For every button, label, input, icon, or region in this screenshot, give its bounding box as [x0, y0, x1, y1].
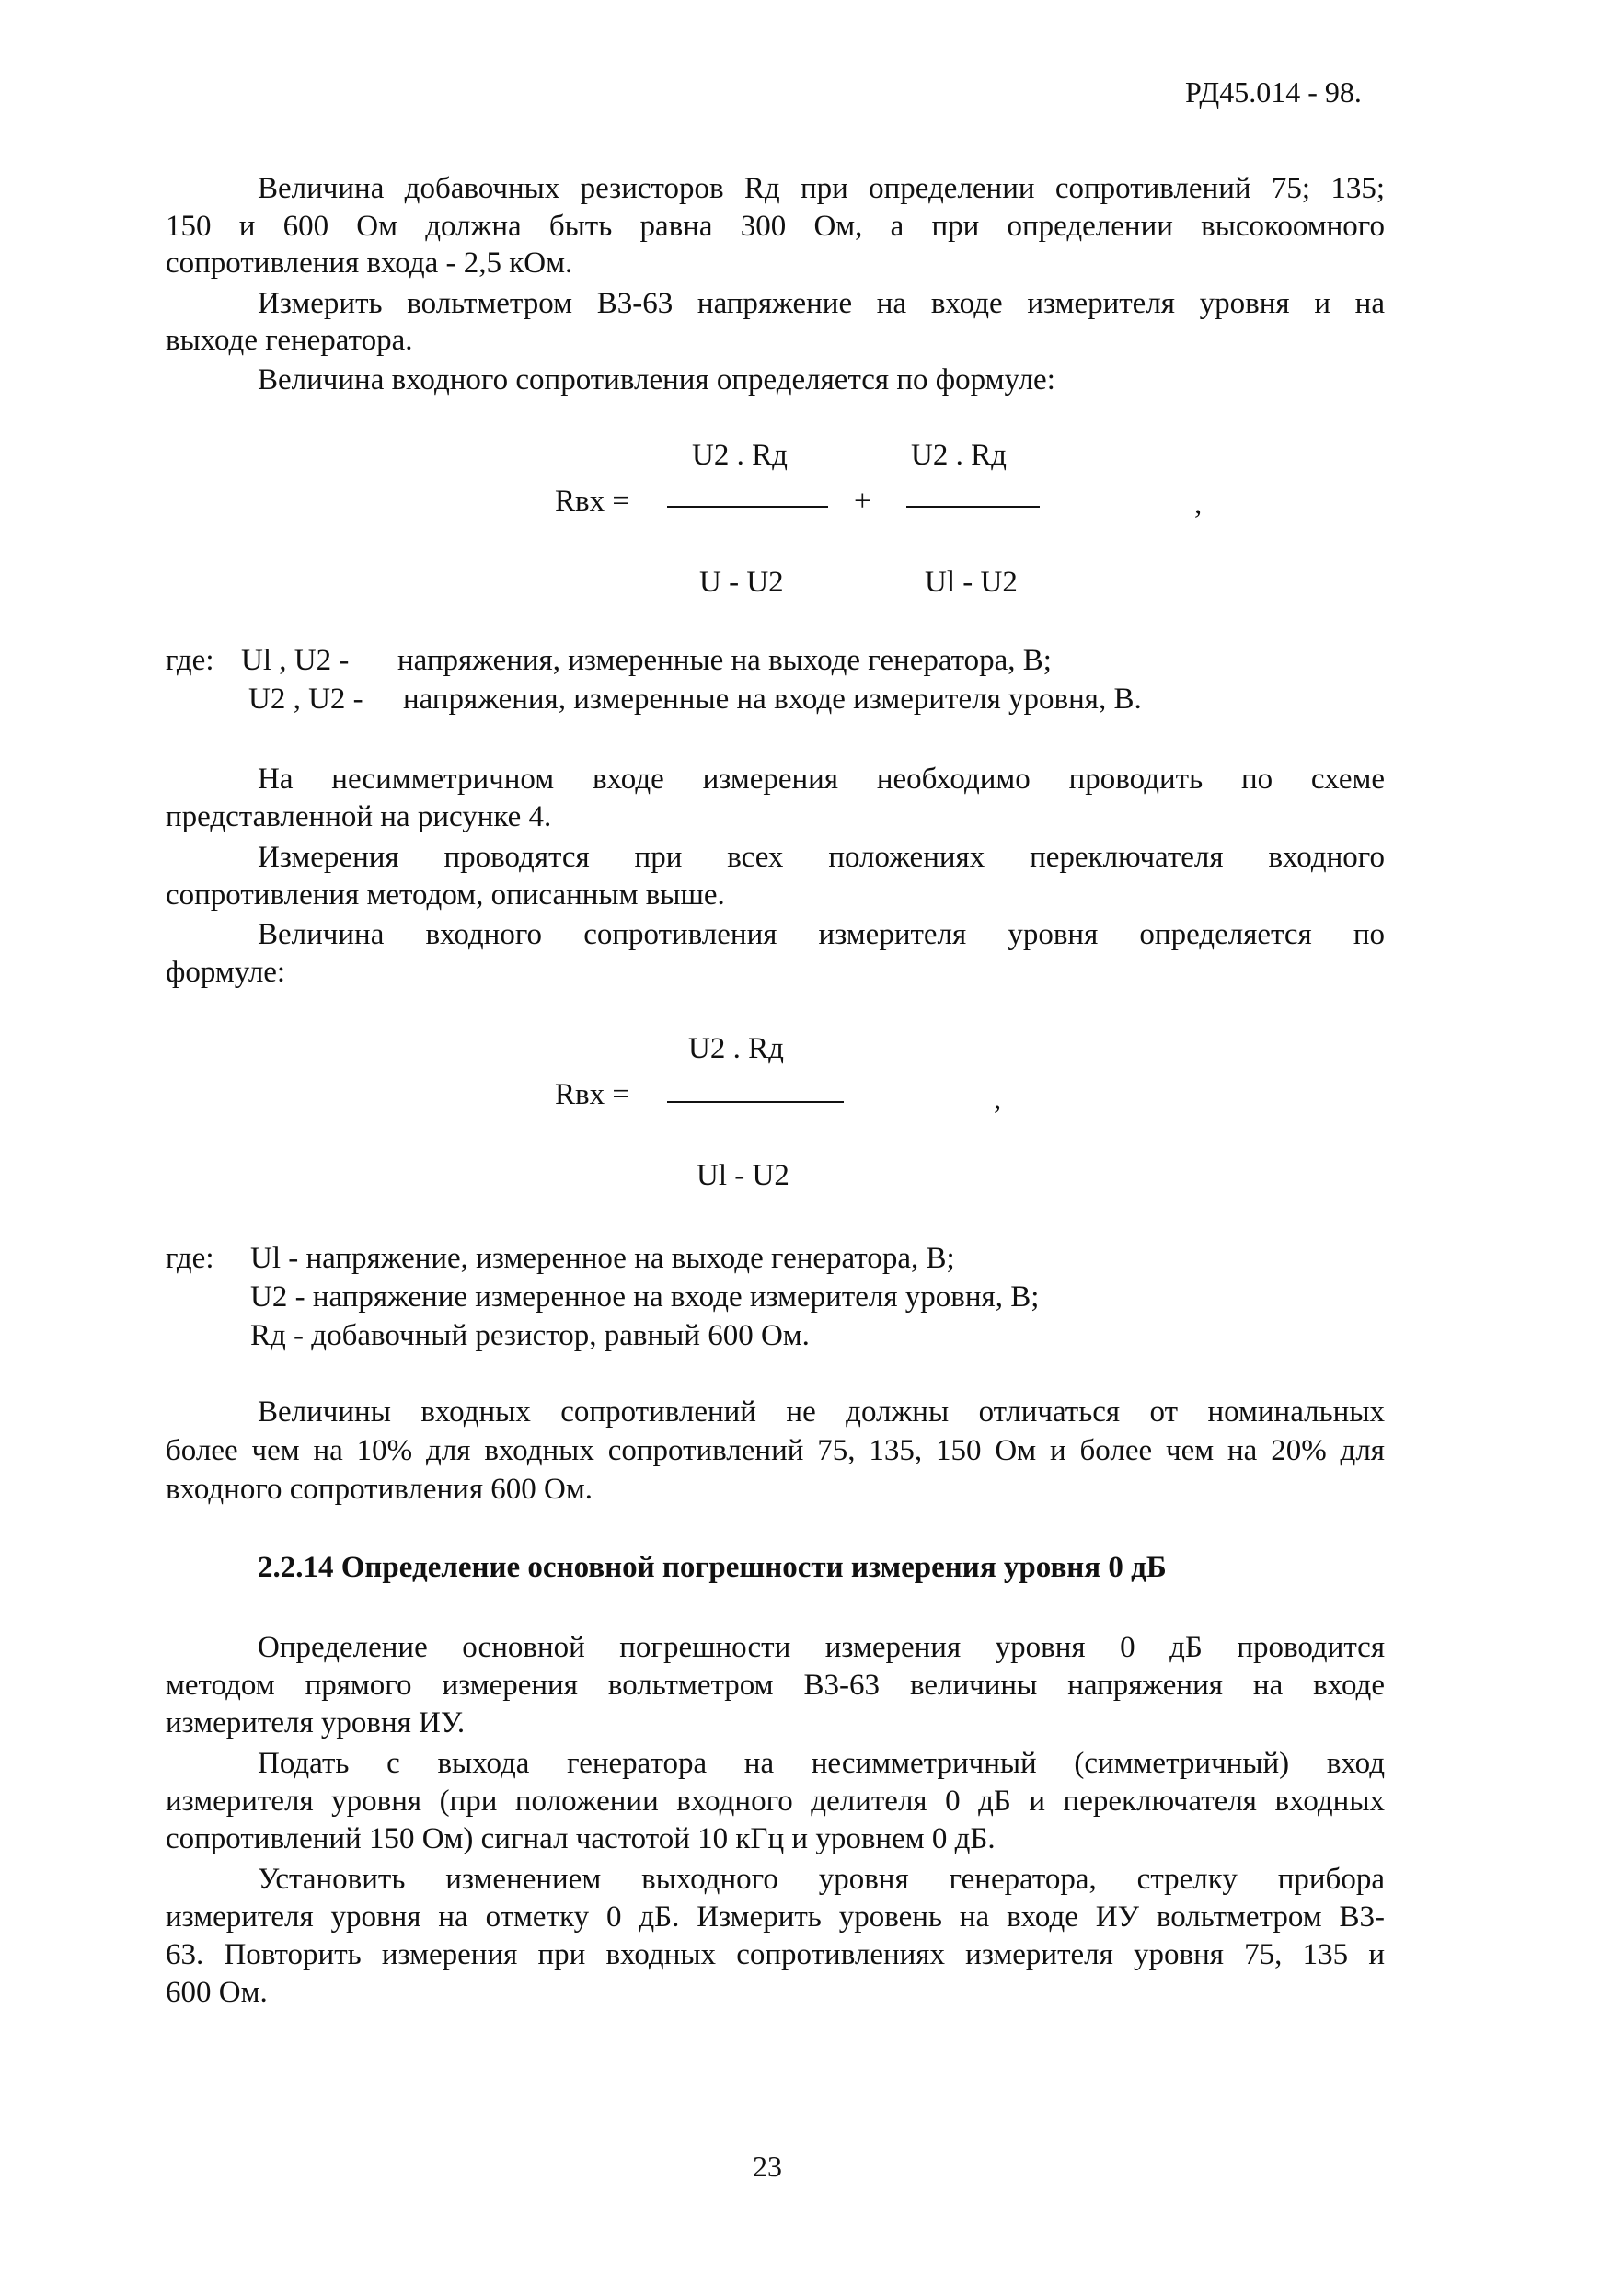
page-number: 23	[753, 2150, 782, 2183]
where-label: где:	[166, 644, 214, 677]
fraction-bar	[667, 506, 828, 508]
section-heading: 2.2.14 Определение основной погрешности измерения уровня 0 дБ	[258, 1551, 1167, 1584]
paragraph-line: Установить изменением выходного уровня генератора, стрелку прибора	[258, 1863, 1385, 1896]
paragraph-line: измерителя уровня на отметку 0 дБ. Измерить уровень на входе ИУ вольтметром В3-	[166, 1900, 1385, 1934]
paragraph-line: Величина входного сопротивления определяется по формуле:	[258, 363, 1055, 396]
paragraph-line: 63. Повторить измерения при входных сопротивлениях измерителя уровня 75, 135 и	[166, 1938, 1385, 1971]
paragraph-line: сопротивлений 150 Ом) сигнал частотой 10 кГц и уровнем 0 дБ.	[166, 1822, 996, 1855]
fraction-bar	[906, 506, 1040, 508]
paragraph-line: Измерить вольтметром В3-63 напряжение на входе измерителя уровня и на	[258, 287, 1385, 320]
formula-numerator: U2 . Rд	[692, 439, 788, 472]
where-item: Ul - напряжение, измеренное на выходе генератора, В;	[250, 1242, 955, 1275]
formula-lhs: Rвх =	[555, 1078, 629, 1111]
formula-numerator: U2 . Rд	[688, 1032, 784, 1065]
formula-denominator: Ul - U2	[925, 566, 1018, 599]
paragraph-line: Подать с выхода генератора на несимметричный (симметричный) вход	[258, 1747, 1385, 1780]
where-text: напряжения, измеренные на входе измерителя уровня, В.	[403, 683, 1142, 716]
formula-denominator: Ul - U2	[697, 1159, 789, 1192]
paragraph-line: сопротивления методом, описанным выше.	[166, 878, 725, 912]
formula-numerator: U2 . Rд	[911, 439, 1007, 472]
where-label: где:	[166, 1242, 214, 1275]
paragraph-line: сопротивления входа - 2,5 кОм.	[166, 247, 573, 280]
paragraph-line: На несимметричном входе измерения необходимо проводить по схеме	[258, 763, 1385, 796]
paragraph-line: входного сопротивления 600 Ом.	[166, 1473, 593, 1506]
paragraph-line: измерителя уровня (при положении входного делителя 0 дБ и переключателя входных	[166, 1785, 1385, 1818]
where-item: U2 - напряжение измеренное на входе измерителя уровня, В;	[250, 1280, 1040, 1314]
paragraph-line: 600 Ом.	[166, 1976, 268, 2009]
paragraph-line: более чем на 10% для входных сопротивлений 75, 135, 150 Ом и более чем на 20% для	[166, 1434, 1385, 1467]
paragraph-line: Величины входных сопротивлений не должны отличаться от номинальных	[258, 1395, 1385, 1429]
fraction-bar	[667, 1101, 844, 1103]
formula-plus: +	[854, 485, 871, 518]
paragraph-line: измерителя уровня ИУ.	[166, 1706, 466, 1739]
formula-comma: ,	[1194, 488, 1203, 521]
paragraph-line: методом прямого измерения вольтметром В3-63 величины напряжения на входе	[166, 1669, 1385, 1702]
where-symbol: U2 , U2 -	[248, 683, 363, 716]
where-item: Rд - добавочный резистор, равный 600 Ом.	[250, 1319, 810, 1352]
formula-comma: ,	[994, 1083, 1002, 1116]
paragraph-line: формуле:	[166, 956, 286, 989]
paragraph-line: выходе генератора.	[166, 324, 413, 357]
where-symbol: Ul , U2 -	[241, 644, 350, 677]
formula-lhs: Rвх =	[555, 485, 629, 518]
paragraph-line: представленной на рисунке 4.	[166, 800, 552, 833]
paragraph-line: Определение основной погрешности измерения уровня 0 дБ проводится	[258, 1631, 1385, 1664]
paragraph-line: Измерения проводятся при всех положениях переключателя входного	[258, 841, 1385, 874]
document-code: РД45.014 - 98.	[1185, 75, 1362, 109]
paragraph-line: 150 и 600 Ом должна быть равна 300 Ом, а при определении высокоомного	[166, 210, 1385, 243]
paragraph-line: Величина добавочных резисторов Rд при определении сопротивлений 75; 135;	[258, 172, 1385, 205]
paragraph-line: Величина входного сопротивления измерителя уровня определяется по	[258, 918, 1385, 951]
formula-denominator: U - U2	[699, 566, 784, 599]
where-text: напряжения, измеренные на выходе генератора, В;	[397, 644, 1052, 677]
